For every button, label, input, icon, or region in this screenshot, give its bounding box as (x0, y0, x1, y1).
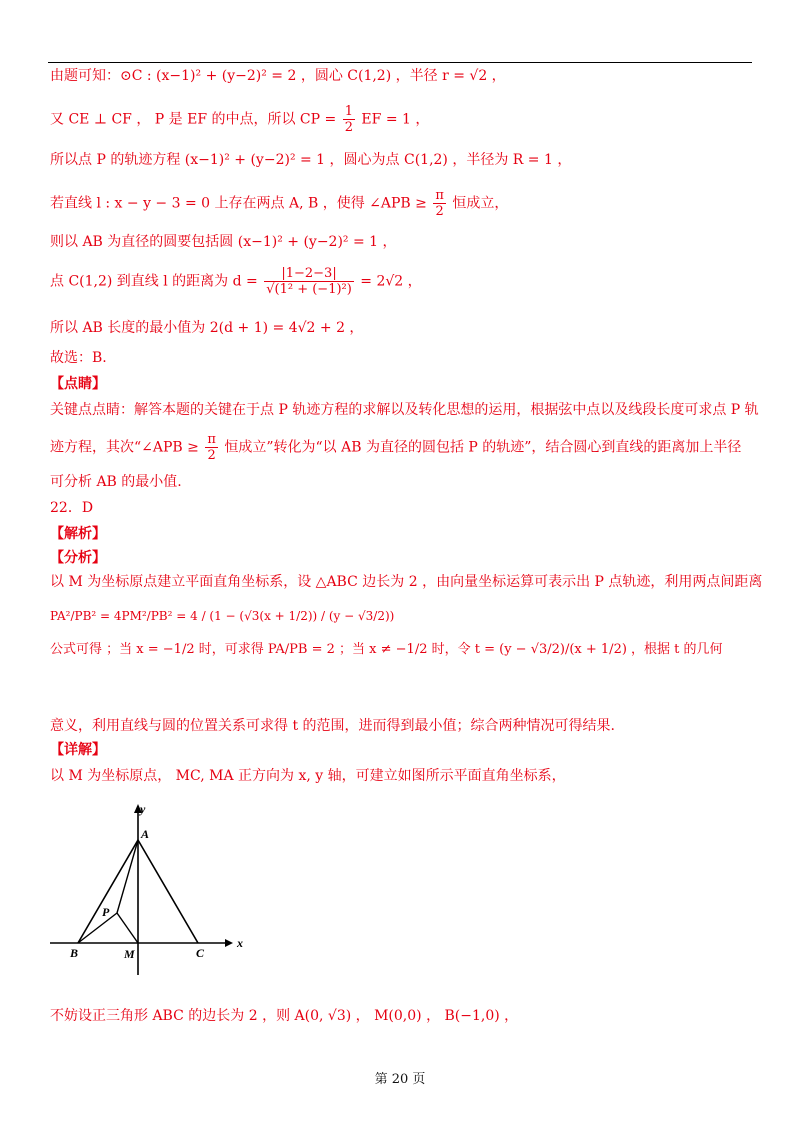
line-18: 意义，利用直线与圆的位置关系可求得 t 的范围，进而得到最小值；综合两种情况可得结果. (50, 718, 615, 734)
segment-BA (78, 840, 138, 943)
heading-xiangjie: 【详解】 (50, 742, 106, 758)
line-11: 迹方程，其次“∠APB ≥ $\frac{\pi}{2}$ 恒成立”转化为“以 AB 为直径的圆包括 P 的轨迹”，结合圆心到直线的距离加上半径 (50, 432, 742, 463)
line-21: 不妨设正三角形 ABC 的边长为 2 ，则 A(0, √3) ， M(0,0) ， B(−1,0) ， (50, 1008, 519, 1024)
line-20: 以 M 为坐标原点， MC, MA 正方向为 x, y 轴，可建立如图所示平面直角坐标系， (50, 768, 566, 784)
fraction-half: $\frac{1}{2}$ (344, 104, 353, 135)
line-4: 若直线 l : x − y − 3 = 0 上存在两点 A, B ，使得 ∠APB ≥ $\frac{\pi}{2}$ 恒成立， (50, 188, 509, 219)
line-8: 故选：B. (50, 350, 107, 366)
answer-number: 22．D (50, 500, 94, 516)
line-10: 关键点点睛：解答本题的关键在于点 P 轨迹方程的求解以及转化思想的运用，根据弦中点以及线段长度可求点 P 轨 (50, 402, 759, 418)
line-2: 又 CE ⊥ CF ， P 是 EF 的中点，所以 CP = $\frac{1}{2}$ EF = 1 ， (50, 104, 430, 135)
label-B: B (70, 946, 79, 960)
fraction-distance: $\frac{|1-2-3|}{\text{√(1² + (−1)²)}}$ (266, 266, 352, 297)
coordinate-figure (40, 800, 260, 980)
label-x: x (237, 936, 243, 950)
heading-fenxi: 【分析】 (50, 550, 106, 566)
heading-dianjing: 【点睛】 (50, 376, 106, 392)
x-axis-arrow-icon (225, 939, 233, 947)
label-A: A (141, 827, 150, 841)
fraction-pi-over-2: $\frac{\pi}{2}$ (435, 188, 444, 219)
line-17-formula: PA²/PB² = 4PM²/PB² = 4 / (1 − (√3(x + 1/2)) / (y − √3/2)) (50, 609, 395, 623)
segment-PM (117, 913, 138, 943)
page-footer: 第 20 页 (374, 1072, 426, 1087)
label-M: M (124, 947, 135, 961)
line-5: 则以 AB 为直径的圆要包括圆 (x−1)² + (y−2)² = 1 ， (50, 234, 397, 250)
segment-BP (78, 913, 117, 943)
line-6: 点 C(1,2) 到直线 l 的距离为 d = $\frac{|1-2-3|}{\text{√(1² + (−1)²)}}$ = 2√2 ， (50, 266, 422, 297)
heading-jiexi: 【解析】 (50, 526, 106, 542)
label-P: P (102, 905, 110, 919)
line-3: 所以点 P 的轨迹方程 (x−1)² + (y−2)² = 1 ，圆心为点 C(1,2) ，半径为 R = 1 ， (50, 152, 572, 168)
line-12: 可分析 AB 的最小值. (50, 474, 182, 490)
line-16: 以 M 为坐标原点建立平面直角坐标系，设 △ABC 边长为 2 ，由向量坐标运算可表示出 P 点轨迹，利用两点间距离 (50, 574, 763, 590)
fraction-pi-over-2-b: $\frac{\pi}{2}$ (207, 432, 216, 463)
label-C: C (196, 946, 205, 960)
top-rule (48, 62, 752, 63)
line-1: 由题可知：⊙C : (x−1)² + (y−2)² = 2 ，圆心 C(1,2) ，半径 r = √2 ， (50, 68, 506, 84)
segment-AC (138, 840, 198, 943)
segment-PA (117, 840, 138, 913)
line-17: 公式可得 ；当 x = −1/2 时，可求得 PA/PB = 2 ；当 x ≠ −1/2 时，令 t = (y − √3/2)/(x + 1/2) ，根据 t 的几何 (50, 642, 723, 657)
line-7: 所以 AB 长度的最小值为 2(d + 1) = 4√2 + 2 ， (50, 320, 364, 336)
label-y: y (140, 802, 146, 816)
